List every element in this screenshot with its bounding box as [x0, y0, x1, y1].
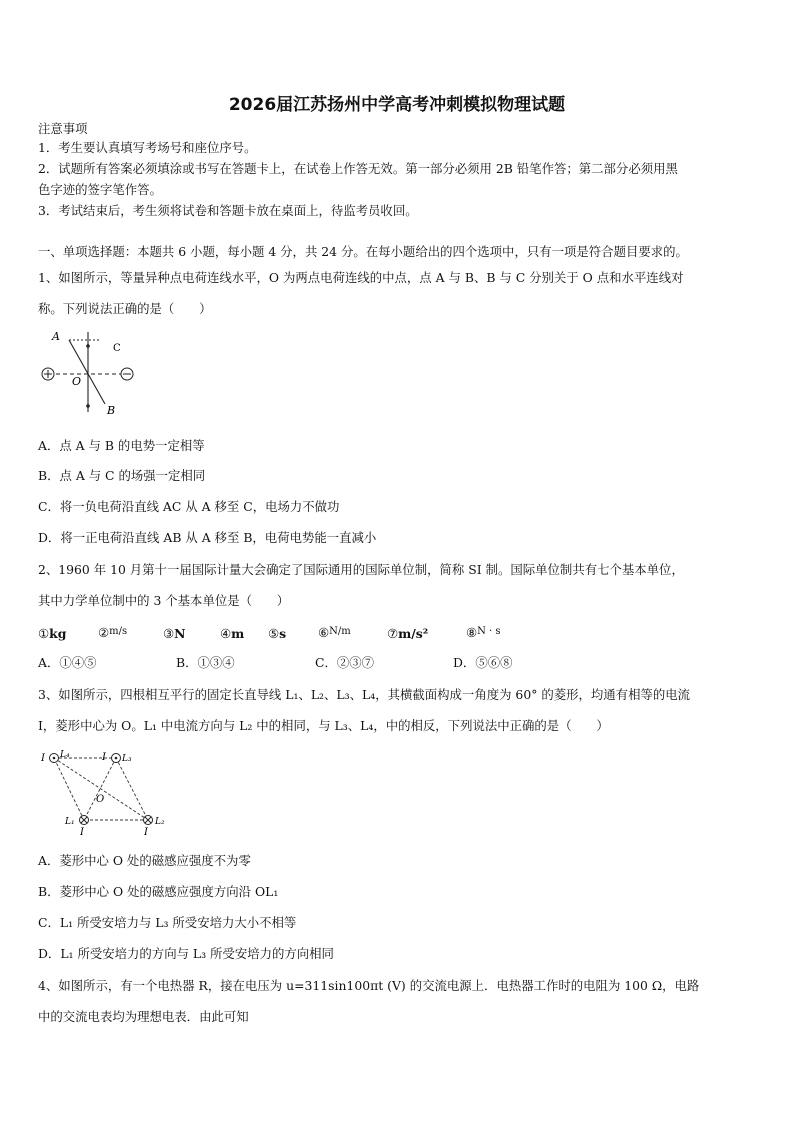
- label-b: B: [107, 404, 116, 417]
- q2-unit: ①kg: [38, 626, 67, 641]
- label-i: I: [41, 753, 45, 764]
- q2-unit: ⑧$^{N \cdot s}$: [466, 625, 501, 640]
- q2-unit: ⑦m/s²: [387, 626, 429, 641]
- q1-stem: 1、如图所示，等量异种点电荷连线水平，O 为两点电荷连线的中点，点 A 与 B、B 与 C 分别关于 O 点和水平连线对: [38, 270, 684, 285]
- label-o: O: [96, 794, 105, 805]
- q1-option: A．点 A 与 B 的电势一定相等: [38, 438, 205, 453]
- q4-stem: 中的交流电表均为理想电表．由此可知: [38, 1009, 249, 1024]
- q3-stem: I，菱形中心为 O。L₁ 中电流方向与 L₂ 中的相同，与 L₃、L₄，中的相反，下列说法中正确的是（ ）: [38, 718, 609, 733]
- label-l1: L₁: [65, 817, 75, 827]
- section-heading: 一、单项选择题：本题共 6 小题，每小题 4 分，共 24 分。在每小题给出的四个选项中，只有一项是符合题目要求的。: [38, 244, 688, 259]
- q1-option: C．将一负电荷沿直线 AC 从 A 移至 C，电场力不做功: [38, 499, 340, 514]
- q3-option: A．菱形中心 O 处的磁感应强度不为零: [38, 853, 251, 868]
- label-i: I: [144, 827, 148, 838]
- q1-charge-figure: [38, 328, 138, 420]
- label-o: O: [72, 375, 82, 388]
- q3-option: D．L₁ 所受安培力的方向与 L₃ 所受安培力的方向相同: [38, 946, 334, 961]
- label-a: A: [52, 330, 60, 343]
- q2-stem: 2、1960 年 10 月第十一届国际计量大会确定了国际通用的国际单位制，简称 SI 制。国际单位制共有七个基本单位，: [38, 562, 684, 577]
- q2-unit: ②$^{m/s}$: [98, 625, 128, 640]
- label-l4: L₄: [60, 750, 70, 760]
- notice-item: 3．考试结束后，考生须将试卷和答题卡放在桌面上，待监考员收回。: [38, 203, 418, 218]
- notice-heading: 注意事项: [38, 121, 88, 136]
- label-l2: L₂: [155, 817, 165, 827]
- q3-option: B．菱形中心 O 处的磁感应强度方向沿 OL₁: [38, 884, 279, 899]
- notice-item: 1．考生要认真填写考场号和座位序号。: [38, 140, 257, 155]
- q2-unit: ⑥$^{N/m}$: [318, 625, 351, 640]
- label-i: I: [80, 827, 84, 838]
- q3-stem: 3、如图所示，四根相互平行的固定长直导线 L₁、L₂、L₃、L₄，其横截面构成一角度为 60° 的菱形，均通有相等的电流: [38, 687, 691, 702]
- page-title: 2026届江苏扬州中学高考冲刺模拟物理试题: [228, 95, 566, 115]
- notice-item: 2．试题所有答案必须填涂或书写在答题卡上，在试卷上作答无效。第一部分必须用 2B 铅笔作答；第二部分必须用黑: [38, 161, 678, 176]
- label-l3: L₃: [122, 754, 132, 764]
- q2-option: A．①④⑤: [38, 655, 97, 670]
- q1-stem: 称。下列说法正确的是（ ）: [38, 301, 212, 316]
- q2-option: B．①③④: [176, 655, 235, 670]
- q2-stem: 其中力学单位制中的 3 个基本单位是（ ）: [38, 593, 290, 608]
- q2-unit: ③N: [163, 626, 186, 641]
- q2-unit: ⑤s: [268, 626, 287, 641]
- q3-rhombus-figure: [38, 748, 178, 838]
- q2-option: C．②③⑦: [315, 655, 375, 670]
- q1-option: D．将一正电荷沿直线 AB 从 A 移至 B，电荷电势能一直减小: [38, 530, 377, 545]
- notice-item: 色字迹的签字笔作答。: [38, 182, 162, 197]
- q2-option: D．⑤⑥⑧: [453, 655, 513, 670]
- q2-unit: ④m: [220, 626, 245, 641]
- q4-stem: 4、如图所示，有一个电热器 R，接在电压为 u=311sin100πt (V) 的交流电源上．电热器工作时的电阻为 100 Ω，电路: [38, 978, 700, 993]
- q3-option: C．L₁ 所受安培力与 L₃ 所受安培力大小不相等: [38, 915, 297, 930]
- q1-option: B．点 A 与 C 的场强一定相同: [38, 468, 206, 483]
- label-i: I: [102, 752, 106, 763]
- label-c: C: [113, 343, 121, 354]
